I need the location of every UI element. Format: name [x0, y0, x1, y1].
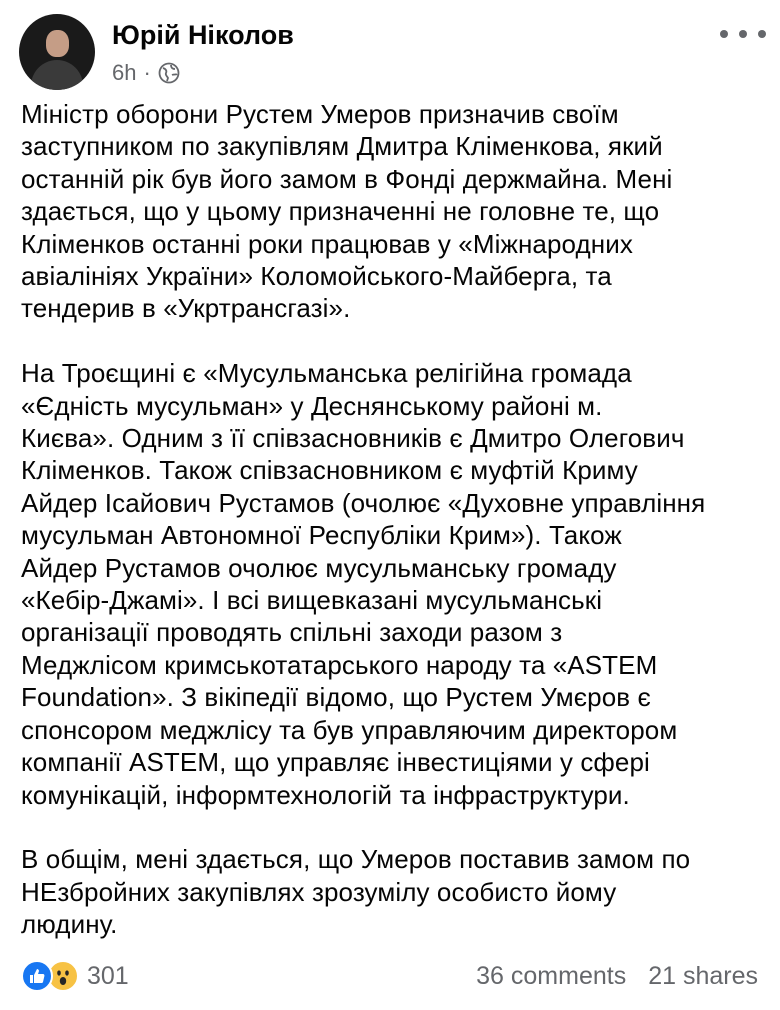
avatar-body — [31, 60, 83, 90]
like-icon — [21, 960, 53, 992]
post-text-line: Кліменков. Також співзасновником є муфтій Криму — [21, 455, 638, 486]
post-text-line: організації проводять спільні заходи разом з — [21, 617, 563, 648]
avatar-head — [46, 30, 69, 57]
post-text-line: мусульман Автономної Республіки Крим»). Також — [21, 520, 622, 551]
post-text — [21, 98, 769, 973]
post-paragraph — [21, 843, 769, 940]
post-text-line: «Єдність мусульман» у Деснянському районі м. — [21, 390, 603, 421]
post-text-line: компанії ASTEM, що управляє інвестиціями у сфері — [21, 747, 650, 778]
post-text-line: комунікацій, інформтехнологій та інфраструктури. — [21, 779, 630, 810]
reaction-count: 301 — [87, 961, 129, 990]
post-text-line: Айдер Рустамов очолює мусульманську громаду — [21, 552, 617, 583]
post-text-line: здається, що у цьому призначенні не головне те, що — [21, 196, 660, 227]
post-text-line: людину. — [21, 909, 118, 940]
post-text-line: Меджлісом кримськотатарського народу та «ASTEM — [21, 649, 658, 680]
avatar[interactable] — [19, 14, 95, 90]
post-text-line: В общім, мені здається, що Умеров поставив замом по — [21, 844, 691, 875]
author-name[interactable]: Юрій Ніколов — [112, 20, 294, 50]
post-text-line: «Кебір-Джамі». І всі вищевказані мусульманські — [21, 585, 603, 616]
post-paragraph — [21, 98, 769, 325]
post-text-line: тендерив в «Укртрансгазі». — [21, 293, 351, 324]
meta-separator: · — [143, 60, 151, 85]
post-text-line: Айдер Ісайович Рустамов (очолює «Духовне управління — [21, 487, 706, 518]
post-paragraph — [21, 357, 769, 811]
post-text-line: НЕзбройних закупівлях зрозумілу особисто йому — [21, 876, 617, 907]
post-text-line: спонсором меджлісу та був управляючим директором — [21, 714, 678, 745]
post-stats — [476, 962, 758, 991]
post-meta — [112, 60, 180, 86]
post-text-line: Кліменков останні роки працював у «Міжнародних — [21, 228, 633, 259]
post-text-line: Києва». Одним з її співзасновників є Дмитро Олегович — [21, 423, 685, 454]
more-options-icon[interactable] — [720, 22, 766, 46]
post-text-line: Foundation». З вікіпедії відомо, що Рустем Умєров є — [21, 682, 651, 713]
reactions[interactable] — [21, 960, 129, 992]
post-time[interactable]: 6h — [112, 60, 137, 85]
comments-count[interactable]: 36 comments — [476, 962, 627, 990]
shares-count[interactable]: 21 shares — [648, 962, 758, 990]
post-text-line: Міністр оборони Рустем Умеров призначив своїм — [21, 99, 619, 129]
globe-icon[interactable] — [158, 62, 180, 84]
post-text-line: заступником по закупівлям Дмитра Кліменкова, який — [21, 131, 663, 162]
post-text-line: останній рік був його замом в Фонді держмайна. Мені — [21, 163, 673, 194]
post-text-line: На Троєщині є «Мусульманська релігійна громада — [21, 358, 632, 389]
post-text-line: авіалініях України» Коломойського-Майберга, та — [21, 261, 612, 292]
